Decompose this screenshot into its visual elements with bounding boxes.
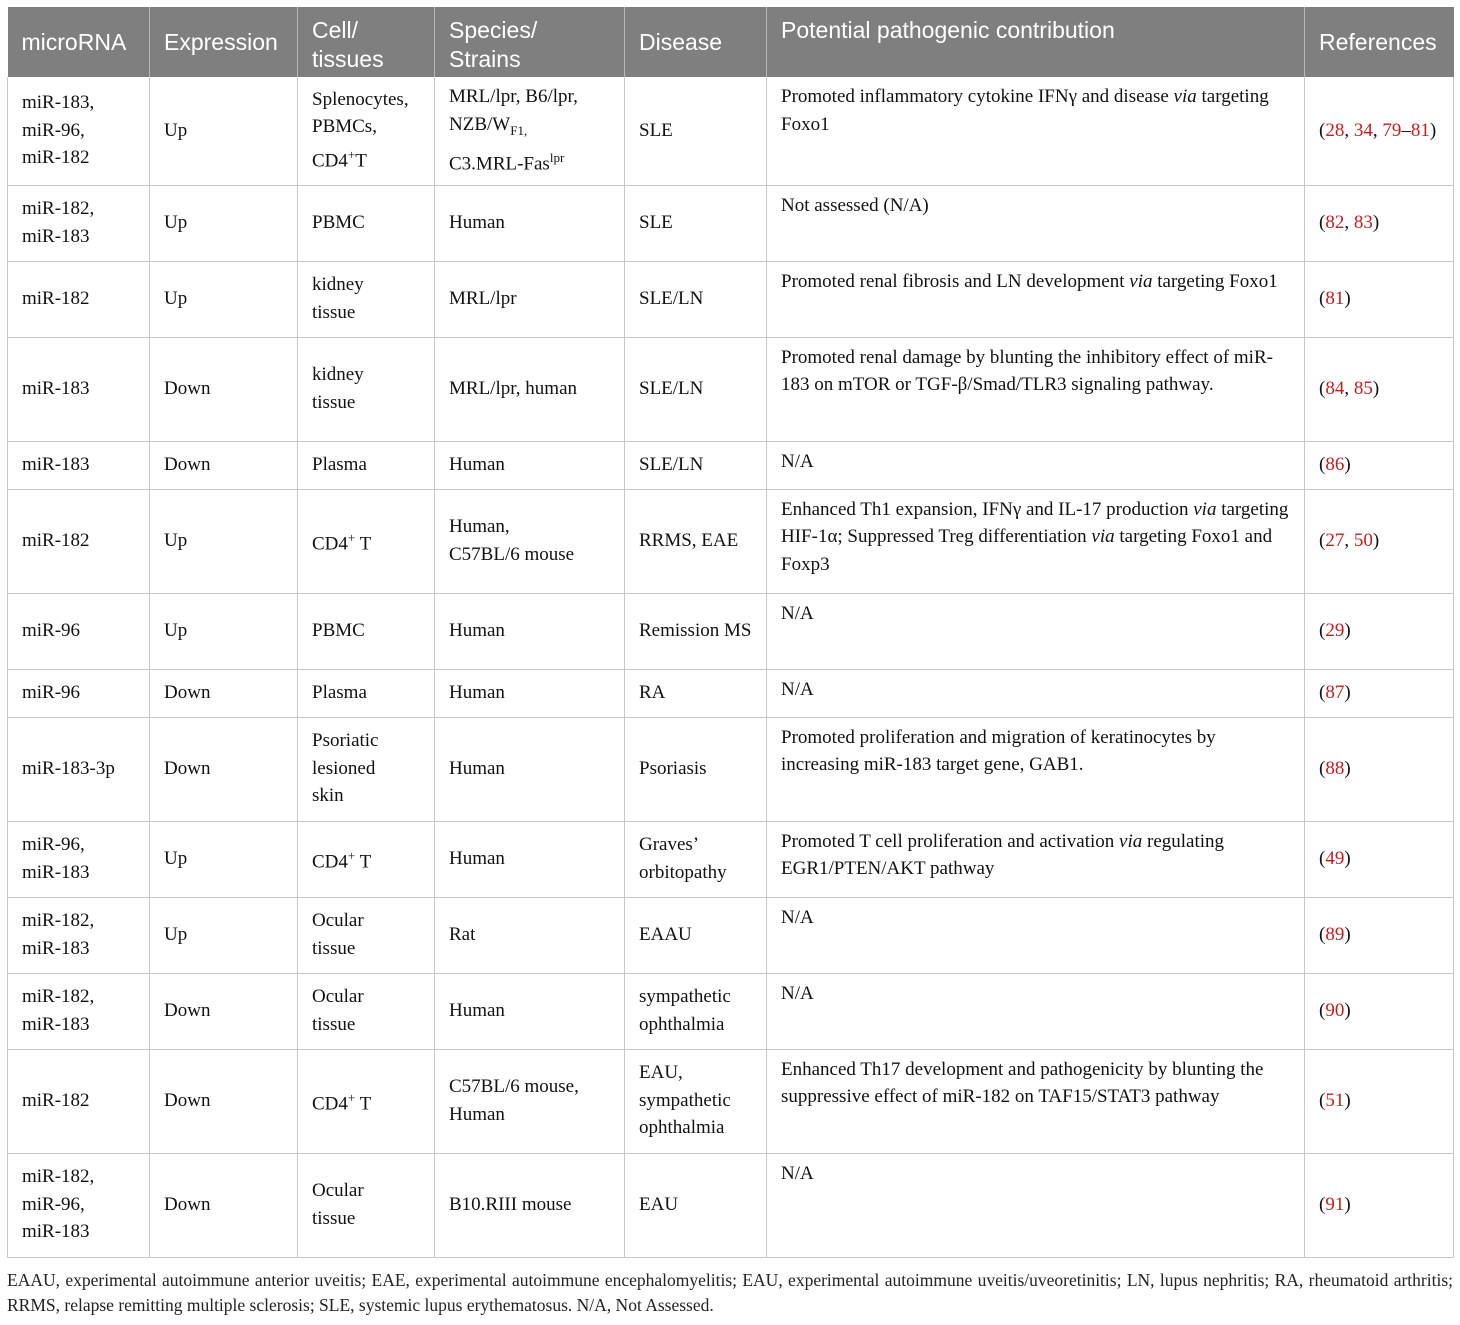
header-contribution: Potential pathogenic contribution (767, 7, 1305, 77)
cell-microrna (8, 489, 150, 593)
cell-microrna (8, 441, 150, 489)
cell-microrna (8, 185, 150, 261)
cell-contribution (767, 337, 1305, 441)
table-row (8, 489, 1454, 593)
cell-contribution (767, 973, 1305, 1049)
tissue-superscript: + (347, 146, 356, 162)
cell-contribution (767, 185, 1305, 261)
header-species-line1: Species/ (449, 17, 538, 43)
header-expression: Expression (150, 7, 298, 77)
cell-disease: RRMS, EAE (625, 489, 767, 593)
microrna-line: miR-182, (22, 1166, 95, 1188)
table-row (8, 1049, 1454, 1153)
microrna-line: miR-183 (22, 1013, 90, 1035)
cell-disease: EAU (625, 1153, 767, 1257)
mirna-table (7, 7, 1454, 1258)
contribution-text: N/A (781, 450, 814, 472)
tissue-superscript: + (347, 847, 356, 863)
table-footnote: EAAU, experimental autoimmune anterior uveitis; EAE, experimental autoimmune encephalomyelitis; EAU, experimental autoimmune uveitis/uveoretinitis; LN, lupus nephritis; RA, rheumatoid arthritis; RRMS, relapse remitting multiple sclerosis; SLE, systemic lupus erythematosus. N/A, Not Assessed. (7, 1270, 1453, 1315)
cell-microrna (8, 897, 150, 973)
cell-microrna (8, 77, 150, 185)
contribution-text: Not assessed (N/A) (781, 194, 929, 216)
species-superscript: lpr (549, 149, 565, 165)
species-line: Human (449, 619, 505, 641)
species-line: Human (449, 847, 505, 869)
header-microrna: microRNA (8, 7, 150, 77)
cell-microrna (8, 821, 150, 897)
cell-disease: SLE (625, 185, 767, 261)
species-line: Human (449, 453, 505, 475)
cell-expression: Down (150, 337, 298, 441)
cell-expression: Down (150, 669, 298, 717)
reference-link[interactable]: 49 (1325, 847, 1345, 869)
cell-disease: EAU, sympathetic ophthalmia (625, 1049, 767, 1153)
cell-expression: Up (150, 185, 298, 261)
contribution-text: via (1129, 270, 1153, 292)
contribution-text: via (1119, 830, 1143, 852)
cell-tissue (298, 1153, 435, 1257)
cell-tissue (298, 593, 435, 669)
cell-tissue (298, 441, 435, 489)
cell-contribution (767, 593, 1305, 669)
cell-species (435, 337, 625, 441)
tissue-line: kidney (312, 364, 364, 386)
tissue-line: tissue (312, 391, 356, 413)
header-references: References (1305, 7, 1454, 77)
microrna-line: miR-182 (22, 1089, 90, 1111)
cell-microrna (8, 1049, 150, 1153)
cell-contribution (767, 897, 1305, 973)
cell-references: (84, 85) (1305, 337, 1454, 441)
tissue-suffix: T (355, 1093, 372, 1115)
cell-disease: SLE (625, 77, 767, 185)
cell-species (435, 717, 625, 821)
reference-link[interactable]: 79 (1382, 119, 1402, 141)
cell-expression: Down (150, 1153, 298, 1257)
species-line: Human (449, 681, 505, 703)
reference-link[interactable]: 85 (1353, 377, 1373, 399)
cell-species (435, 185, 625, 261)
contribution-text: targeting Foxo1 (1152, 270, 1278, 292)
tissue-line: CD4 (312, 851, 348, 873)
cell-tissue (298, 337, 435, 441)
reference-link[interactable]: 91 (1325, 1193, 1345, 1215)
cell-expression: Up (150, 897, 298, 973)
tissue-line: Plasma (312, 681, 367, 703)
reference-link[interactable]: 82 (1325, 211, 1345, 233)
table-row (8, 973, 1454, 1049)
reference-link[interactable]: 88 (1325, 757, 1345, 779)
contribution-text: N/A (781, 906, 814, 928)
cell-expression: Down (150, 441, 298, 489)
contribution-text: regulating EGR1/PTEN/AKT pathway (781, 830, 1225, 880)
cell-tissue (298, 77, 435, 185)
cell-disease: EAAU (625, 897, 767, 973)
cell-species (435, 821, 625, 897)
reference-link[interactable]: 81 (1410, 119, 1430, 141)
species-line: Human (449, 1103, 505, 1125)
contribution-text: Promoted renal damage by blunting the inhibitory effect of miR-183 on mTOR or TGF-β/Smad/TLR3 signaling pathway. (781, 346, 1273, 396)
cell-species (435, 973, 625, 1049)
cell-species (435, 897, 625, 973)
reference-link[interactable]: 84 (1325, 377, 1345, 399)
species-line: NZB/W (449, 113, 511, 135)
tissue-line: PBMCs, (312, 116, 377, 138)
header-row (8, 7, 1454, 77)
header-cell-tissues (298, 7, 435, 77)
cell-species (435, 669, 625, 717)
species-line: Rat (449, 923, 476, 945)
cell-disease: SLE/LN (625, 337, 767, 441)
tissue-line: Splenocytes, (312, 88, 409, 110)
tissue-line: Ocular (312, 986, 364, 1008)
table-row (8, 717, 1454, 821)
table-row (8, 441, 1454, 489)
cell-contribution (767, 717, 1305, 821)
tissue-line: Ocular (312, 910, 364, 932)
cell-expression: Down (150, 973, 298, 1049)
microrna-line: miR-96 (22, 681, 81, 703)
tissue-suffix: T (355, 851, 372, 873)
cell-species (435, 489, 625, 593)
tissue-line: tissue (312, 1207, 356, 1229)
cell-tissue (298, 489, 435, 593)
cell-disease: Remission MS (625, 593, 767, 669)
contribution-text: via (1091, 526, 1115, 548)
contribution-text: N/A (781, 678, 814, 700)
microrna-line: miR-182 (22, 147, 90, 169)
table-row (8, 1153, 1454, 1257)
cell-expression: Down (150, 1049, 298, 1153)
tissue-suffix: T (355, 533, 372, 555)
table-row (8, 261, 1454, 337)
species-line: Human (449, 211, 505, 233)
cell-expression: Up (150, 489, 298, 593)
cell-disease: SLE/LN (625, 441, 767, 489)
species-subscript: F1, (510, 122, 528, 138)
cell-microrna (8, 717, 150, 821)
microrna-line: miR-183 (22, 861, 90, 883)
header-species-line2: Strains (449, 46, 521, 72)
cell-references: (88) (1305, 717, 1454, 821)
species-line: MRL/lpr, B6/lpr, (449, 86, 578, 107)
tissue-suffix: T (355, 150, 367, 172)
reference-link[interactable]: 83 (1353, 211, 1373, 233)
microrna-line: miR-96 (22, 619, 81, 641)
reference-link[interactable]: 87 (1325, 681, 1345, 703)
tissue-line: Ocular (312, 1180, 364, 1202)
cell-expression: Up (150, 77, 298, 185)
table-row (8, 821, 1454, 897)
species-line: C57BL/6 mouse (449, 543, 575, 565)
contribution-text: targeting HIF-1α; Suppressed Treg differentiation (781, 498, 1289, 548)
cell-species (435, 1049, 625, 1153)
cell-references: (89) (1305, 897, 1454, 973)
cell-expression: Up (150, 821, 298, 897)
species-line: MRL/lpr (449, 287, 517, 309)
microrna-line: miR-183-3p (22, 757, 115, 779)
cell-disease: sympathetic ophthalmia (625, 973, 767, 1049)
cell-disease: Psoriasis (625, 717, 767, 821)
cell-contribution (767, 77, 1305, 185)
microrna-line: miR-96, (22, 119, 85, 141)
cell-contribution (767, 669, 1305, 717)
contribution-text: Promoted T cell proliferation and activation (781, 830, 1120, 852)
cell-tissue (298, 261, 435, 337)
cell-expression: Down (150, 717, 298, 821)
cell-disease: SLE/LN (625, 261, 767, 337)
contribution-text: N/A (781, 602, 814, 624)
cell-references: (90) (1305, 973, 1454, 1049)
cell-species (435, 77, 625, 185)
contribution-text: N/A (781, 982, 814, 1004)
microrna-line: miR-183 (22, 1221, 90, 1243)
cell-microrna (8, 669, 150, 717)
tissue-line: CD4 (312, 150, 348, 172)
cell-references: (27, 50) (1305, 489, 1454, 593)
cell-references: (91) (1305, 1153, 1454, 1257)
microrna-line: miR-183 (22, 377, 90, 399)
contribution-text: Promoted renal fibrosis and LN development (781, 270, 1130, 292)
cell-disease: RA (625, 669, 767, 717)
tissue-superscript: + (347, 529, 356, 545)
cell-microrna (8, 337, 150, 441)
cell-references: (82, 83) (1305, 185, 1454, 261)
cell-references: (86) (1305, 441, 1454, 489)
tissue-line: tissue (312, 1013, 356, 1035)
cell-references: (49) (1305, 821, 1454, 897)
cell-references: (29) (1305, 593, 1454, 669)
tissue-line: CD4 (312, 533, 348, 555)
cell-species (435, 261, 625, 337)
cell-references: (87) (1305, 669, 1454, 717)
cell-references: (81) (1305, 261, 1454, 337)
species-line: B10.RIII mouse (449, 1193, 572, 1215)
tissue-superscript: + (347, 1089, 356, 1105)
species-line: MRL/lpr, human (449, 377, 578, 399)
reference-link[interactable]: 34 (1353, 119, 1373, 141)
table-row (8, 337, 1454, 441)
table-body (8, 77, 1454, 1257)
contribution-text: Promoted proliferation and migration of keratinocytes by increasing miR-183 target gene, GAB1. (781, 726, 1216, 776)
species-line: Human (449, 757, 505, 779)
tissue-line: CD4 (312, 1093, 348, 1115)
tissue-line: PBMC (312, 619, 365, 641)
contribution-text: targeting Foxo1 and Foxp3 (781, 526, 1273, 575)
tissue-line: kidney (312, 274, 364, 296)
cell-microrna (8, 973, 150, 1049)
reference-link[interactable]: 86 (1325, 453, 1345, 475)
reference-link[interactable]: 29 (1325, 619, 1345, 641)
header-cell-line2: tissues (312, 46, 384, 72)
cell-expression: Up (150, 593, 298, 669)
microrna-line: miR-183 (22, 225, 90, 247)
cell-tissue (298, 821, 435, 897)
microrna-line: miR-182 (22, 529, 90, 551)
microrna-line: miR-182 (22, 287, 90, 309)
cell-tissue (298, 717, 435, 821)
header-disease: Disease (625, 7, 767, 77)
microrna-line: miR-183 (22, 453, 90, 475)
tissue-line: Plasma (312, 453, 367, 475)
cell-tissue (298, 1049, 435, 1153)
microrna-line: miR-182, (22, 198, 95, 220)
cell-contribution (767, 489, 1305, 593)
contribution-text: N/A (781, 1162, 814, 1184)
table-row (8, 669, 1454, 717)
species-line: C3.MRL-Fas (449, 153, 550, 175)
reference-link[interactable]: 50 (1353, 529, 1373, 551)
microrna-line: miR-182, (22, 910, 95, 932)
reference-link[interactable]: 51 (1325, 1089, 1345, 1111)
cell-contribution (767, 1153, 1305, 1257)
cell-tissue (298, 669, 435, 717)
reference-link[interactable]: 89 (1325, 923, 1345, 945)
reference-link[interactable]: 27 (1325, 529, 1345, 551)
reference-link[interactable]: 28 (1325, 119, 1345, 141)
contribution-text: via (1193, 498, 1217, 520)
contribution-text: targeting Foxo1 (781, 86, 1269, 135)
tissue-line: tissue (312, 937, 356, 959)
cell-species (435, 1153, 625, 1257)
microrna-line: miR-182, (22, 986, 95, 1008)
microrna-line: miR-96, (22, 1193, 85, 1215)
tissue-line: skin (312, 785, 344, 807)
table-row (8, 897, 1454, 973)
cell-expression: Up (150, 261, 298, 337)
header-cell-line1: Cell/ (312, 17, 359, 43)
table-row (8, 185, 1454, 261)
species-line: C57BL/6 mouse, (449, 1076, 579, 1098)
microrna-line: miR-183 (22, 937, 90, 959)
contribution-text: Enhanced Th1 expansion, IFNγ and IL-17 production (781, 498, 1194, 520)
contribution-text: via (1173, 86, 1197, 107)
table-row (8, 77, 1454, 185)
reference-link[interactable]: 81 (1325, 287, 1345, 309)
header-species-strains (435, 7, 625, 77)
cell-references: (28, 34, 79–81) (1305, 77, 1454, 185)
species-line: Human, (449, 516, 510, 538)
cell-species (435, 441, 625, 489)
tissue-line: tissue (312, 301, 356, 323)
cell-microrna (8, 1153, 150, 1257)
species-line: Human (449, 999, 505, 1021)
cell-species (435, 593, 625, 669)
microrna-line: miR-96, (22, 834, 85, 856)
cell-tissue (298, 973, 435, 1049)
cell-references: (51) (1305, 1049, 1454, 1153)
cell-tissue (298, 185, 435, 261)
cell-contribution (767, 1049, 1305, 1153)
cell-microrna (8, 261, 150, 337)
cell-contribution (767, 261, 1305, 337)
cell-microrna (8, 593, 150, 669)
table-row (8, 593, 1454, 669)
microrna-line: miR-183, (22, 92, 95, 114)
tissue-line: lesioned (312, 757, 376, 779)
cell-tissue (298, 897, 435, 973)
tissue-line: Psoriatic (312, 730, 379, 752)
contribution-text: Enhanced Th17 development and pathogenicity by blunting the suppressive effect of miR-182 on TAF15/STAT3 pathway (781, 1058, 1264, 1108)
cell-disease: Graves’ orbitopathy (625, 821, 767, 897)
reference-link[interactable]: 90 (1325, 999, 1345, 1021)
contribution-text: Promoted inflammatory cytokine IFNγ and disease (781, 86, 1174, 107)
tissue-line: PBMC (312, 211, 365, 233)
cell-contribution (767, 441, 1305, 489)
cell-contribution (767, 821, 1305, 897)
